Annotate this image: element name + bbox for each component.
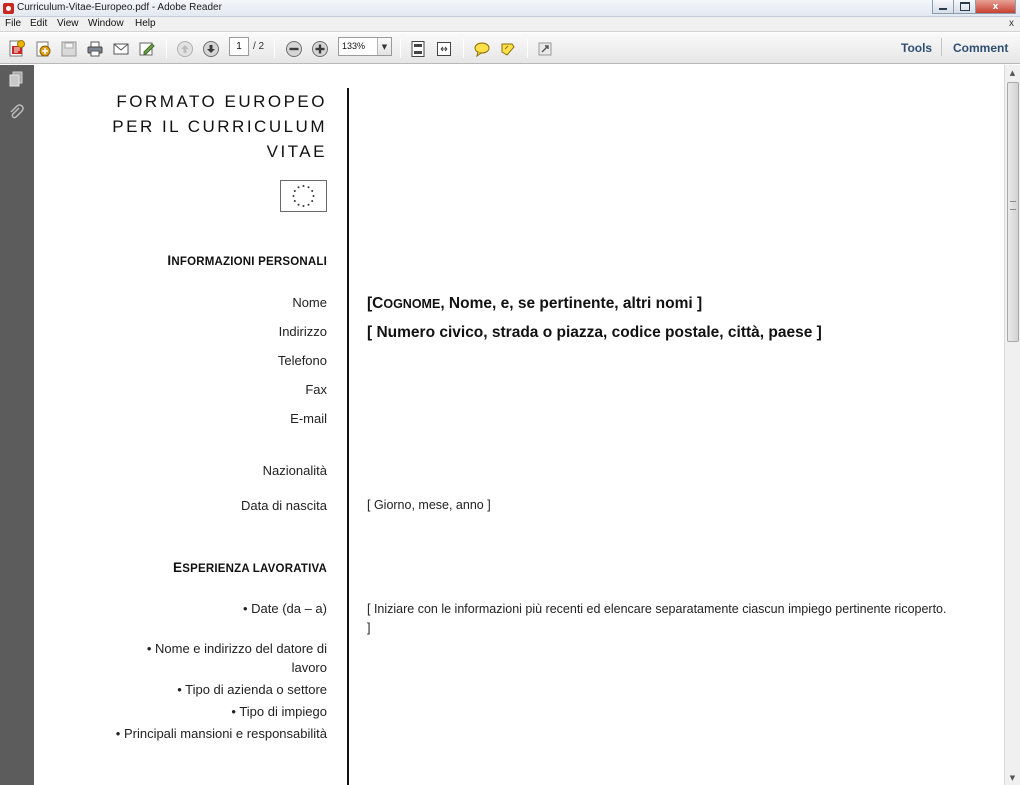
cv-heading-line-1: FORMATO EUROPEO [116, 92, 327, 111]
label-fax: Fax [305, 382, 327, 397]
fit-page-button[interactable] [407, 38, 429, 59]
adobe-reader-icon [3, 3, 14, 14]
email-button[interactable] [110, 38, 132, 59]
arrow-down-icon [202, 40, 220, 58]
label-data-nascita: Data di nascita [241, 498, 327, 513]
menu-file[interactable]: File [5, 18, 22, 29]
scroll-up-icon[interactable]: ▲ [1009, 68, 1016, 77]
sign-icon [138, 40, 156, 58]
section-title-personal-info: INFORMAZIONI PERSONALI [167, 253, 327, 268]
title-bar [0, 0, 1020, 17]
window-controls [932, 0, 1016, 15]
label-duties: • Principali mansioni e responsabilità [115, 726, 327, 741]
menu-window[interactable]: Window [88, 18, 124, 29]
value-indirizzo: [ Numero civico, strada o piazza, codice postale, città, paese ] [367, 324, 822, 341]
create-pdf-icon [8, 40, 26, 58]
expand-icon [536, 40, 554, 58]
menu-help[interactable]: Help [135, 18, 156, 29]
page-number-input[interactable]: 1 [229, 37, 249, 56]
highlight-button[interactable] [497, 38, 519, 59]
open-file-icon [34, 40, 52, 58]
print-icon [86, 40, 104, 58]
arrow-up-icon [176, 40, 194, 58]
comment-pane-button[interactable]: Comment [953, 41, 1009, 55]
minimize-button[interactable] [932, 0, 954, 14]
next-page-button[interactable] [200, 38, 222, 59]
value-experience-instructions: [ Iniziare con le informazioni più recenti ed elencare separatamente ciascun impiego pertinente ricoperto. ] [367, 602, 947, 635]
attachments-icon[interactable] [8, 104, 24, 120]
label-nazionalita: Nazionalità [262, 463, 327, 478]
menu-bar [0, 17, 1020, 32]
full-screen-button[interactable] [534, 38, 556, 59]
scrollbar-thumb[interactable] [1007, 82, 1019, 342]
fit-width-icon [435, 40, 453, 58]
sticky-note-button[interactable] [471, 38, 493, 59]
chevron-down-icon[interactable]: ▼ [377, 38, 391, 55]
minus-icon [285, 40, 303, 58]
document-close-button[interactable]: x [1009, 18, 1014, 29]
label-email: E-mail [290, 411, 327, 426]
label-nome: Nome [292, 295, 327, 310]
value-nome: [COGNOME, Nome, e, se pertinente, altri nomi ] [367, 295, 703, 312]
scroll-down-icon[interactable]: ▼ [1009, 773, 1016, 782]
label-telefono: Telefono [277, 353, 327, 368]
zoom-out-button[interactable] [283, 38, 305, 59]
section-title-work-experience: ESPERIENZA LAVORATIVA [173, 560, 327, 575]
navigation-pane [0, 65, 34, 785]
window-title: Curriculum-Vitae-Europeo.pdf - Adobe Reader [17, 2, 222, 13]
menu-edit[interactable]: Edit [30, 18, 48, 29]
plus-icon [311, 40, 329, 58]
page-thumbnails-icon[interactable] [8, 71, 24, 87]
label-sector: • Tipo di azienda o settore [177, 682, 327, 697]
value-data-nascita: [ Giorno, mese, anno ] [367, 498, 491, 512]
zoom-select[interactable] [338, 37, 392, 56]
vertical-scrollbar[interactable] [1004, 65, 1020, 785]
sign-button[interactable] [136, 38, 158, 59]
label-employer-line-2: lavoro [291, 660, 327, 675]
zoom-value: 133% [342, 41, 366, 51]
save-icon [60, 40, 78, 58]
previous-page-button[interactable] [174, 38, 196, 59]
label-indirizzo: Indirizzo [278, 324, 327, 339]
label-employer-line-1: • Nome e indirizzo del datore di [146, 641, 327, 656]
print-button[interactable] [84, 38, 106, 59]
cv-column-divider [347, 88, 349, 785]
fit-page-icon [409, 40, 427, 58]
menu-view[interactable]: View [57, 18, 79, 29]
document-page [34, 65, 1004, 785]
tools-pane-button[interactable]: Tools [901, 41, 933, 55]
label-job-type: • Tipo di impiego [231, 704, 327, 719]
cv-heading-line-3: VITAE [266, 142, 327, 161]
email-icon [112, 40, 130, 58]
eu-stars-icon [281, 181, 326, 211]
label-date: • Date (da – a) [242, 601, 327, 616]
cv-heading-line-2: PER IL CURRICULUM [112, 117, 327, 136]
create-pdf-button[interactable] [6, 38, 28, 59]
fit-width-button[interactable] [433, 38, 455, 59]
eu-flag-logo [280, 180, 327, 212]
maximize-button[interactable] [954, 0, 976, 14]
close-button[interactable]: x [976, 0, 1016, 14]
open-button[interactable] [32, 38, 54, 59]
page-total: / 2 [253, 41, 265, 52]
highlighter-icon [499, 40, 517, 58]
zoom-in-button[interactable] [309, 38, 331, 59]
comment-bubble-icon [473, 40, 491, 58]
save-button[interactable] [58, 38, 80, 59]
